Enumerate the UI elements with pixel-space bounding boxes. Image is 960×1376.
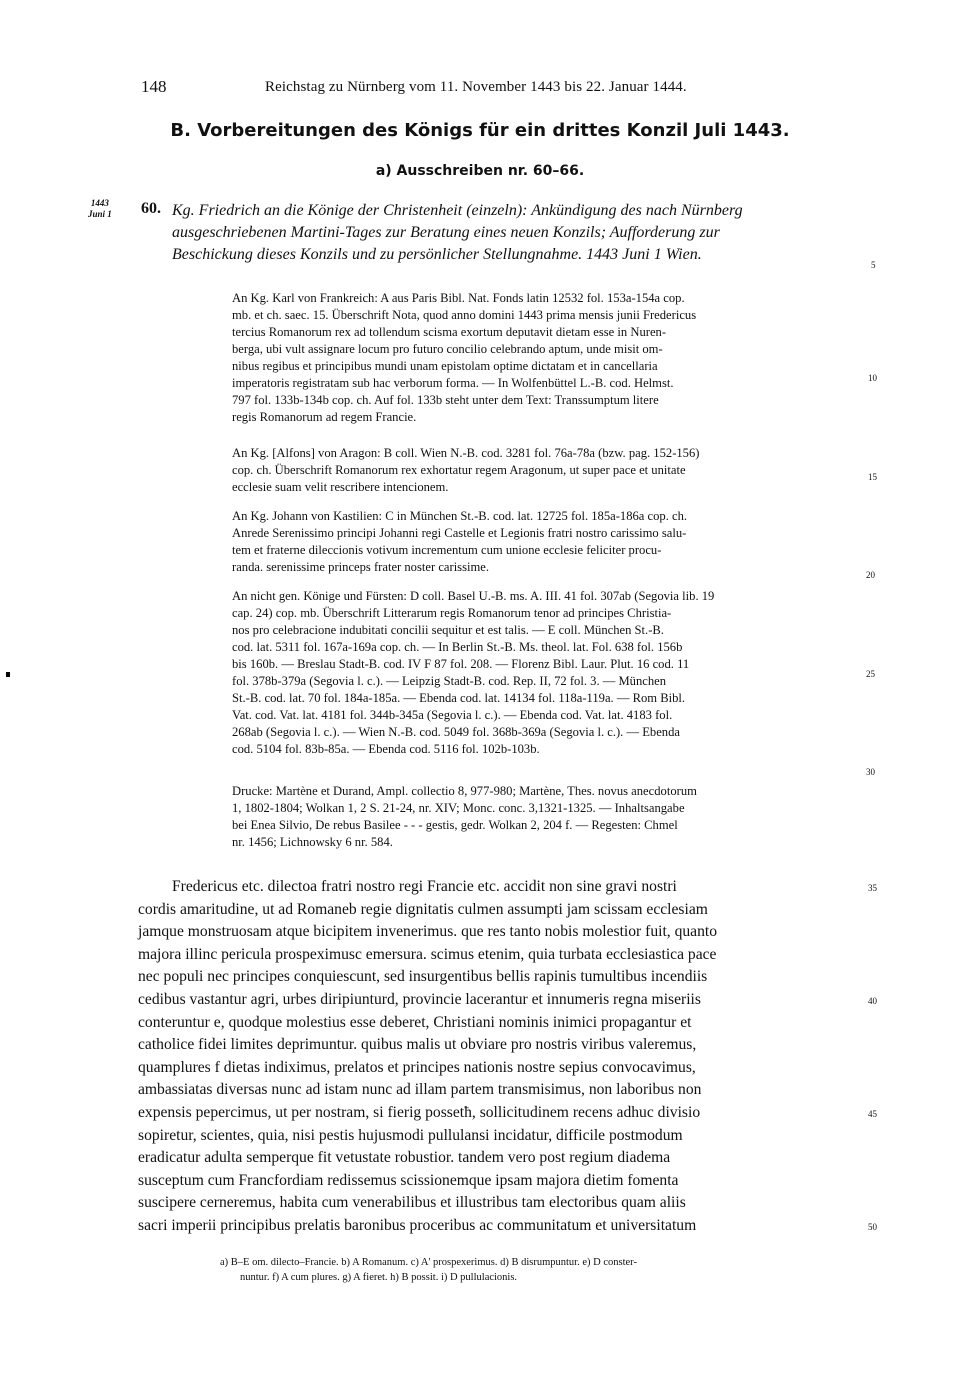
source-line: tem et fraterne dileccionis votivum incrementum cum unione ecclesie feliciter procu- xyxy=(232,543,662,557)
source-line: tercius Romanorum rex ad tollendum scisma exortum deputavit dietam esse in Nuren- xyxy=(232,325,667,339)
source-block-kastilien xyxy=(232,508,868,576)
footnotes xyxy=(220,1255,870,1285)
line-number: 35 xyxy=(868,883,877,893)
source-block-drucke xyxy=(232,783,868,851)
line-number: 40 xyxy=(868,996,877,1006)
line-number: 50 xyxy=(868,1222,877,1232)
source-line: An nicht gen. Könige und Fürsten: D coll. Basel U.-B. ms. A. III. 41 fol. 307ab (Segovia lib. 19 xyxy=(232,589,715,603)
line-number: 10 xyxy=(868,373,877,383)
source-line: nibus regibus et principibus mundi unam epistolam optime dictatam et in cancellaria xyxy=(232,359,658,373)
section-title: B. Vorbereitungen des Königs für ein drittes Konzil Juli 1443. xyxy=(170,120,790,141)
source-line: Vat. cod. Vat. lat. 4181 fol. 344b-345a (Segovia l. c.). — Ebenda cod. Vat. lat. 4183 fol. xyxy=(232,708,673,722)
line-number: 5 xyxy=(871,260,876,270)
source-line: 268ab (Segovia l. c.). — Wien N.-B. cod. 5049 fol. 368b-369a (Segovia l. c.). — Ebenda xyxy=(232,725,680,739)
source-line: An Kg. Johann von Kastilien: C in München St.-B. cod. lat. 12725 fol. 185a-186a cop. ch. xyxy=(232,509,688,523)
source-line: 797 fol. 133b-134b cop. ch. Auf fol. 133b steht unter dem Text: Transsumptum litere xyxy=(232,393,659,407)
source-block-frankreich xyxy=(232,290,868,426)
source-line: imperatoris registratam sub hac verborum forma. — In Wolfenbüttel L.-B. cod. Helmst. xyxy=(232,376,674,390)
source-line: mb. et ch. saec. 15. Überschrift Nota, quod anno domini 1443 prima mensis junii Fredericus xyxy=(232,308,697,322)
letter-line: cedibus vastantur agri, urbes diripiunturd, provincie lacerantur et innumeris regna miseriis xyxy=(138,990,701,1008)
line-number: 25 xyxy=(866,669,875,679)
line-number: 45 xyxy=(868,1109,877,1119)
letter-line: eradicatur adulta semperque fit vetustate robustior. tandem vero post regium diadema xyxy=(138,1149,671,1167)
source-line: Drucke: Martène et Durand, Ampl. collectio 8, 977-980; Martène, Thes. novus anecdotorum xyxy=(232,784,697,798)
letter-line: conteruntur e, quodque molestius esse deberet, Christiani nominis inimici propagantur et xyxy=(138,1013,692,1031)
letter-line: Fredericus etc. dilectoa fratri nostro regi Francie etc. accidit non sine gravi nostri xyxy=(172,878,677,895)
source-line: An Kg. Karl von Frankreich: A aus Paris Bibl. Nat. Fonds latin 12532 fol. 153a-154a cop. xyxy=(232,291,685,305)
source-line: cod. 5104 fol. 83b-85a. — Ebenda cod. 5116 fol. 102b-103b. xyxy=(232,742,540,756)
letter-line: nec populi nec principes conquiescunt, sed insurgentibus bellis rapinis tumultibus incendiis xyxy=(138,968,708,986)
source-line: Anrede Serenissimo principi Johanni regi Castelle et Legionis fratri nostro carissimo salu- xyxy=(232,526,687,540)
source-line: St.-B. cod. lat. 70 fol. 184a-185a. — Ebenda cod. lat. 14134 fol. 118a-119a. — Rom Bibl. xyxy=(232,691,686,705)
letter-line: quamplures f dietas indiximus, prelatos et principes nationis nostre sepius convocavimus, xyxy=(138,1058,696,1076)
letter-line: majora illinc pericula prospeximusc emersura. scimus etenim, quia turbata ecclesiastica pace xyxy=(138,945,717,963)
source-line: cop. ch. Überschrift Romanorum rex exhortatur regem Aragonum, ut super pace et unitate xyxy=(232,463,686,477)
letter-text xyxy=(138,876,862,1238)
source-line: regis Romanorum ad regem Francie. xyxy=(232,410,417,424)
regest-line: Kg. Friedrich an die Könige der Christenheit (einzeln): Ankündigung des nach Nürnberg xyxy=(172,202,743,219)
scan-speck xyxy=(6,672,10,677)
source-line: ecclesie suam velit rescribere intencionem. xyxy=(232,480,449,494)
source-line: cod. lat. 5311 fol. 167a-169a cop. ch. — In Berlin St.-B. Ms. theol. lat. Fol. 638 fol. 156b xyxy=(232,640,683,654)
source-line: bei Enea Silvio, De rebus Basilee - - - gestis, gedr. Wolkan 2, 204 f. — Regesten: Chmel xyxy=(232,818,678,832)
source-line: bis 160b. — Breslau Stadt-B. cod. IV F 87 fol. 208. — Florenz Bibl. Laur. Plut. 16 cod. 11 xyxy=(232,657,690,671)
running-head: Reichstag zu Nürnberg vom 11. November 1443 bis 22. Januar 1444. xyxy=(265,79,687,95)
footnote-line: a) B–E om. dilecto–Francie. b) A Romanum. c) A' prospexerimus. d) B disrumpuntur. e) D conster- xyxy=(220,1257,637,1268)
source-line: cap. 24) cop. mb. Überschrift Litterarum regis Romanorum tenor ad principes Christia- xyxy=(232,606,672,620)
line-number: 30 xyxy=(866,767,875,777)
document-number: 60. xyxy=(141,200,161,217)
source-line: An Kg. [Alfons] von Aragon: B coll. Wien N.-B. cod. 3281 fol. 76a-78a (bzw. pag. 152-156) xyxy=(232,446,700,460)
source-line: randa. serenissime princeps frater noster carissime. xyxy=(232,560,490,574)
letter-line: ambassiatas diversas nunc ad istam nunc ad illam partem transmisimus, non laboribus non xyxy=(138,1081,702,1099)
margin-date-day: Juni 1 xyxy=(88,209,112,219)
letter-line: sopiretur, scientes, quia, nisi pestis hujusmodi pullulansi incidatur, difficile postmodum xyxy=(138,1126,683,1144)
letter-line: catholice fidei limites deprimuntur. quibus malis ut obviare pro nostris viribus valeremus, xyxy=(138,1036,697,1054)
letter-line: cordis amaritudine, ut ad Romaneb regie dignitatis culmen assumpti jam scissam ecclesiam xyxy=(138,900,708,918)
letter-line: sacri imperii principibus prelatis baronibus proceribus ac communitatum et universitatum xyxy=(138,1216,697,1234)
page-number: 148 xyxy=(141,77,167,96)
regest-line: ausgeschriebenen Martini-Tages zur Beratung eines neuen Konzils; Aufforderung zur xyxy=(172,224,720,241)
source-line: nos pro celebracione indubitati concilii sequitur et est talis. — E coll. München St.-B. xyxy=(232,623,664,637)
source-block-fuersten xyxy=(232,588,868,758)
letter-line: expensis pepercimus, ut per nostram, si fierig possetħ, sollicitudinem recens adhuc divisio xyxy=(138,1103,701,1121)
letter-line: suscipere cerneremus, habita cum venerabilibus et illustribus tam electoribus quam aliis xyxy=(138,1194,686,1212)
regest-line: Beschickung dieses Konzils und zu persönlicher Stellungnahme. 1443 Juni 1 Wien. xyxy=(172,246,702,263)
subsection-title: a) Ausschreiben nr. 60–66. xyxy=(375,163,585,179)
letter-line: jamque monstruosam atque bicipitem invenerimus. que res tanto nobis molestior fuit, quanto xyxy=(138,923,718,941)
margin-date xyxy=(88,198,112,220)
source-line: 1, 1802-1804; Wolkan 1, 2 S. 21-24, nr. XIV; Monc. conc. 3,1321-1325. — Inhaltsangabe xyxy=(232,801,685,815)
line-number: 20 xyxy=(866,570,875,580)
line-number: 15 xyxy=(868,472,877,482)
margin-date-year: 1443 xyxy=(90,198,109,208)
source-line: fol. 378b-379a (Segovia l. c.). — Leipzig Stadt-B. cod. Rep. II, 72 fol. 3. — München xyxy=(232,674,667,688)
source-line: nr. 1456; Lichnowsky 6 nr. 584. xyxy=(232,835,393,849)
letter-line: susceptum cum Francfordiam redissemus scissionemque ipsam majora dietim fomenta xyxy=(138,1171,679,1189)
source-block-aragon xyxy=(232,445,868,496)
source-line: berga, ubi vult assignare locum pro futuro concilio celebrando aptum, unde misit om- xyxy=(232,342,663,356)
footnote-line: nuntur. f) A cum plures. g) A fieret. h) B possit. i) D pullulacionis. xyxy=(240,1272,518,1283)
regest xyxy=(172,200,868,266)
